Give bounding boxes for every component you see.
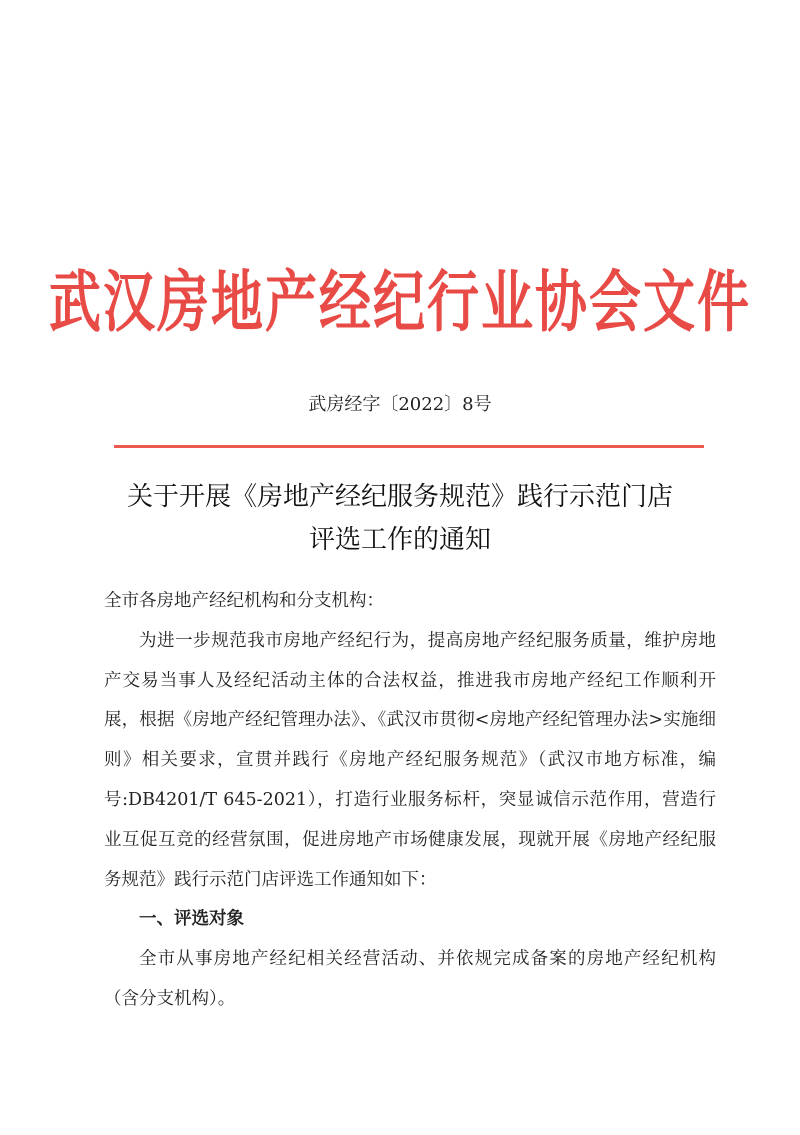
section-heading: 一、评选对象 xyxy=(139,909,244,930)
notice-body xyxy=(104,582,716,1020)
body-paragraph: 为进一步规范我市房地产经纪行为，提高房地产经纪服务质量，维护房地产交易当事人及经纪活动主体的合法权益，推进我市房地产经纪工作顺利开展，根据《房地产经纪管理办法》、《武汉市贯彻<房地产经纪管理办法>实施细则》相关要求，宣贯并践行《房地产经纪服务规范》（武汉市地方标准，编号:DB4201/T 645-2021），打造行业服务标杆，突显诚信示范作用，营造行业互促互竞的经营氛围，促进房地产市场健康发展，现就开展《房地产经纪服务规范》践行示范门店评选工作通知如下： xyxy=(104,630,716,890)
notice-title xyxy=(0,476,800,562)
document-number: 武房经字〔2022〕8号 xyxy=(308,394,492,415)
masthead-title: 武汉房地产经纪行业协会文件 xyxy=(48,264,751,342)
notice-title-line1: 关于开展《房地产经纪服务规范》践行示范门店 xyxy=(126,482,673,512)
section-text: 全市从事房地产经纪相关经营活动、并依规完成备案的房地产经纪机构（含分支机构）。 xyxy=(104,949,716,1009)
salutation: 全市各房地产经纪机构和分支机构： xyxy=(104,591,384,611)
notice-title-line2: 评选工作的通知 xyxy=(308,525,491,555)
red-divider xyxy=(114,445,704,448)
